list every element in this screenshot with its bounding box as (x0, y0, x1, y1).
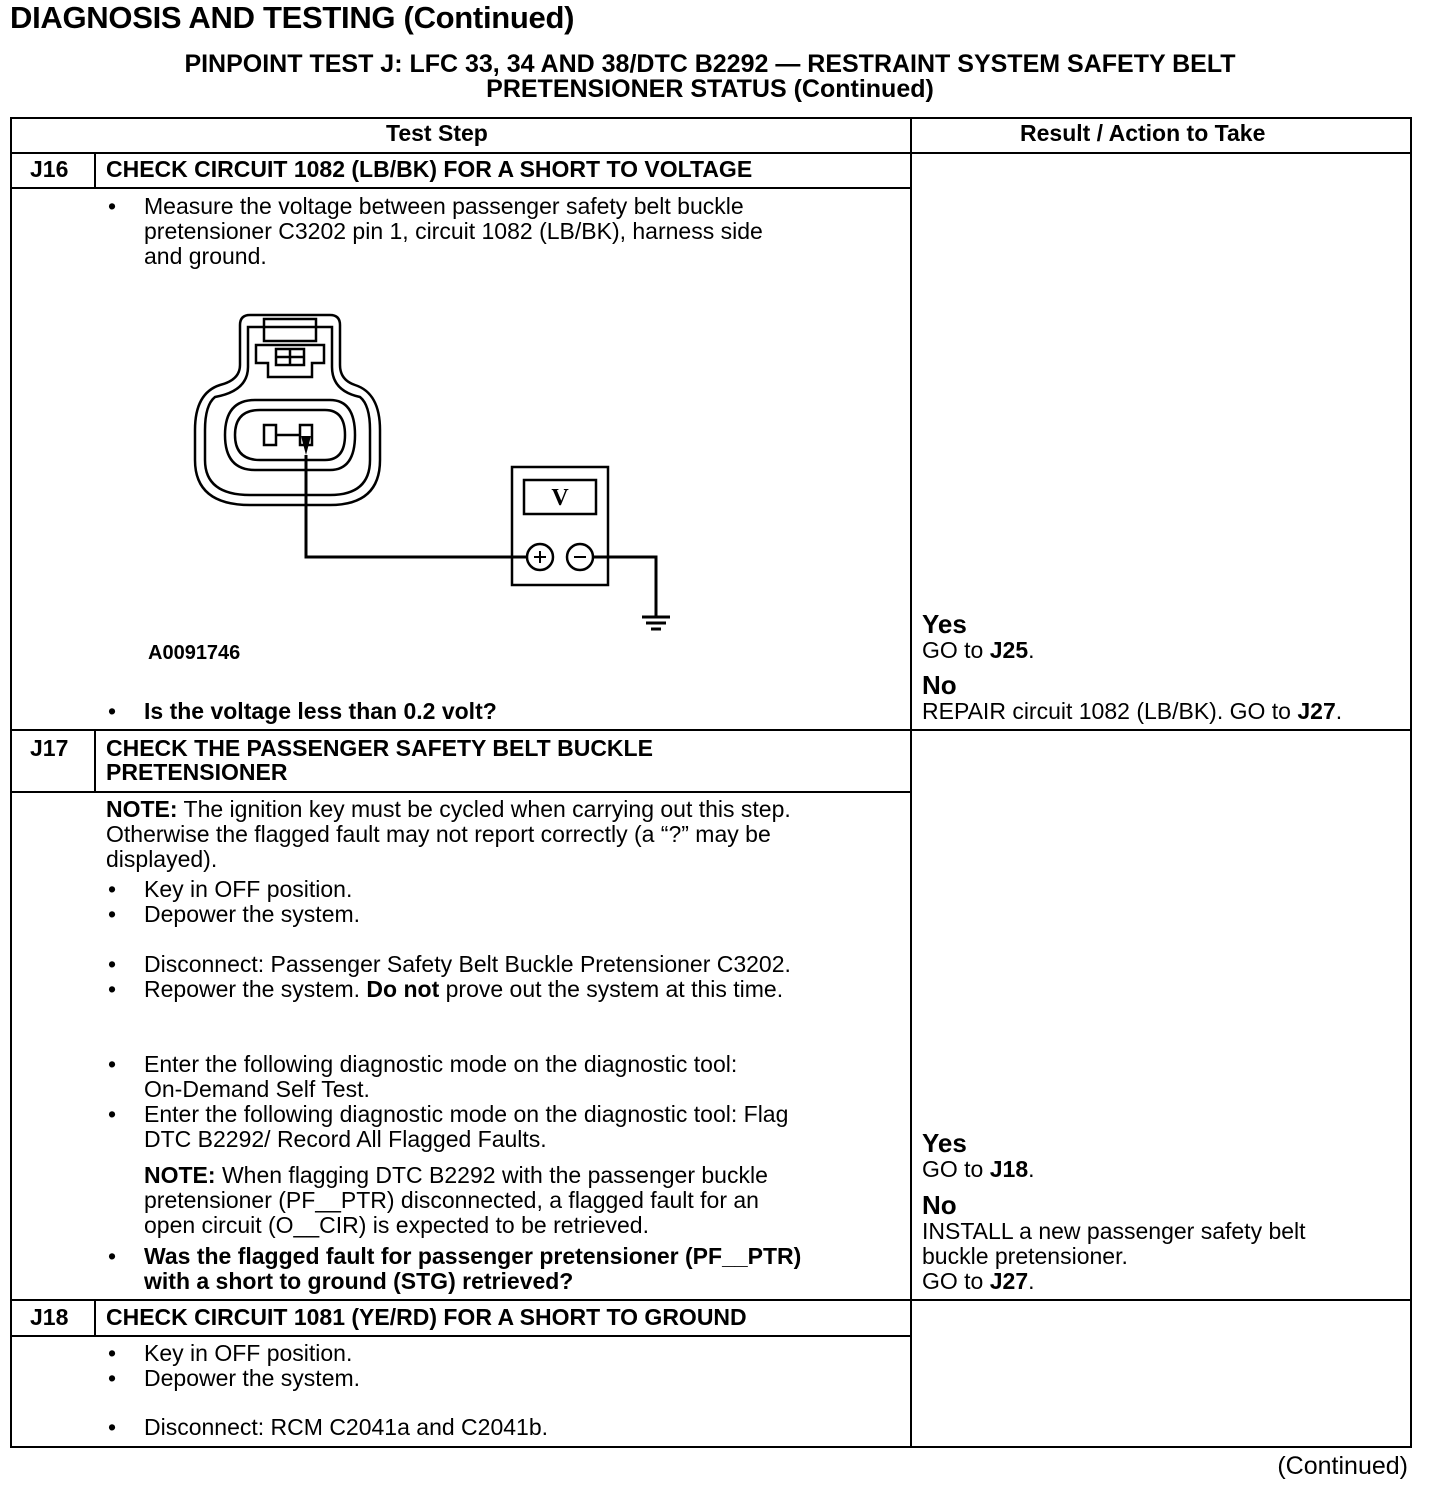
column-divider-id-j16 (94, 152, 96, 189)
positive-test-lead (306, 455, 527, 557)
column-divider-id-j18 (94, 1300, 96, 1337)
step-id-j16: J16 (30, 156, 69, 182)
j16-yes-label: Yes (922, 609, 967, 639)
bullet-marker: • (108, 1101, 117, 1127)
bullet-marker: • (108, 876, 117, 902)
j16-title-divider (10, 187, 912, 189)
connector-voltmeter-diagram (180, 305, 700, 635)
step-title-j17-line-2: PRETENSIONER (106, 759, 288, 785)
j17-yes-target[interactable]: J18 (989, 1156, 1029, 1182)
j17-no-target[interactable]: J27 (989, 1268, 1029, 1294)
j16-step-line-1: Measure the voltage between passenger safety belt buckle (144, 193, 744, 219)
bullet-marker: • (108, 901, 117, 927)
j17-step-self-test-line-1: Enter the following diagnostic mode on the diagnostic tool: (144, 1051, 738, 1077)
j17-step-key-off: Key in OFF position. (144, 876, 353, 902)
bullet-marker: • (108, 1051, 117, 1077)
continued-footer: (Continued) (1277, 1452, 1408, 1480)
j16-step-line-2: pretensioner C3202 pin 1, circuit 1082 (LB/BK), harness side (144, 218, 763, 244)
j17-no-action-line-1: INSTALL a new passenger safety belt (922, 1218, 1306, 1244)
j17-note-line-2: Otherwise the flagged fault may not report correctly (a “?” may be (106, 821, 771, 847)
header-test-step: Test Step (386, 120, 488, 146)
j18-step-disconnect: Disconnect: RCM C2041a and C2041b. (144, 1414, 549, 1440)
j17-step-repower: Repower the system. Do not prove out the system at this time. (144, 976, 784, 1002)
j17-step-flag-line-2: DTC B2292/ Record All Flagged Faults. (144, 1126, 547, 1152)
header-row-divider (10, 152, 1412, 154)
j17-row-divider (10, 1299, 1412, 1301)
j17-no-action-line-3: GO to J27. (922, 1268, 1035, 1294)
bullet-marker: • (108, 1340, 117, 1366)
step-title-j18: CHECK CIRCUIT 1081 (YE/RD) FOR A SHORT TO GROUND (106, 1304, 747, 1330)
subtitle-line-1: PINPOINT TEST J: LFC 33, 34 AND 38/DTC B2292 — RESTRAINT SYSTEM SAFETY BELT (184, 50, 1236, 78)
j17-question-line-1: Was the flagged fault for passenger pretensioner (PF__PTR) (144, 1243, 802, 1269)
ground-lead (593, 557, 656, 617)
j16-yes-target[interactable]: J25 (989, 637, 1029, 663)
bullet-marker: • (108, 951, 117, 977)
step-id-j18: J18 (30, 1304, 69, 1330)
j17-note2-line-1: NOTE: When flagging DTC B2292 with the passenger buckle (144, 1162, 768, 1188)
bullet-marker: • (108, 193, 117, 219)
j17-no-label: No (922, 1190, 957, 1220)
j17-yes-label: Yes (922, 1128, 967, 1158)
j16-no-label: No (922, 670, 957, 700)
bullet-marker: • (108, 976, 117, 1002)
j17-no-action-line-2: buckle pretensioner. (922, 1243, 1128, 1269)
step-title-j17-line-1: CHECK THE PASSENGER SAFETY BELT BUCKLE (106, 735, 653, 761)
j16-row-divider (10, 729, 1412, 731)
pinpoint-test-title (10, 52, 1410, 102)
bullet-marker: • (108, 698, 117, 724)
j17-note2-line-3: open circuit (O__CIR) is expected to be retrieved. (144, 1212, 649, 1238)
j17-step-disconnect: Disconnect: Passenger Safety Belt Buckle Pretensioner C3202. (144, 951, 791, 977)
j16-yes-action: GO to J25. (922, 637, 1035, 663)
j17-step-self-test-line-2: On-Demand Self Test. (144, 1076, 370, 1102)
j16-question: Is the voltage less than 0.2 volt? (144, 698, 497, 724)
j18-step-key-off: Key in OFF position. (144, 1340, 353, 1366)
j17-step-depower: Depower the system. (144, 901, 361, 927)
column-divider-id-j17 (94, 731, 96, 793)
j17-title-divider (10, 791, 912, 793)
j18-title-divider (10, 1335, 912, 1337)
j16-no-action: REPAIR circuit 1082 (LB/BK). GO to J27. (922, 698, 1343, 724)
subtitle-line-2: PRETENSIONER STATUS (Continued) (486, 75, 934, 103)
meter-label: V (551, 485, 569, 511)
step-id-j17: J17 (30, 735, 69, 761)
header-result-action: Result / Action to Take (1020, 120, 1266, 146)
j17-note-line-3: displayed). (106, 846, 218, 872)
figure-id: A0091746 (148, 642, 241, 664)
page-heading: DIAGNOSIS AND TESTING (Continued) (10, 0, 575, 35)
j17-note-line-1: NOTE: The ignition key must be cycled when carrying out this step. (106, 796, 791, 822)
j16-no-target[interactable]: J27 (1297, 698, 1336, 724)
j17-question-line-2: with a short to ground (STG) retrieved? (144, 1268, 574, 1294)
j17-note2-line-2: pretensioner (PF__PTR) disconnected, a flagged fault for an (144, 1187, 759, 1213)
bullet-marker: • (108, 1365, 117, 1391)
j16-step-line-3: and ground. (144, 243, 267, 269)
step-title-j16: CHECK CIRCUIT 1082 (LB/BK) FOR A SHORT TO VOLTAGE (106, 156, 753, 182)
j17-yes-action: GO to J18. (922, 1156, 1035, 1182)
j18-step-depower: Depower the system. (144, 1365, 361, 1391)
bullet-marker: • (108, 1414, 117, 1440)
column-divider-result (910, 117, 912, 1448)
connector-pin-2 (264, 425, 276, 445)
bullet-marker: • (108, 1243, 117, 1269)
j17-step-flag-line-1: Enter the following diagnostic mode on the diagnostic tool: Flag (144, 1101, 789, 1127)
